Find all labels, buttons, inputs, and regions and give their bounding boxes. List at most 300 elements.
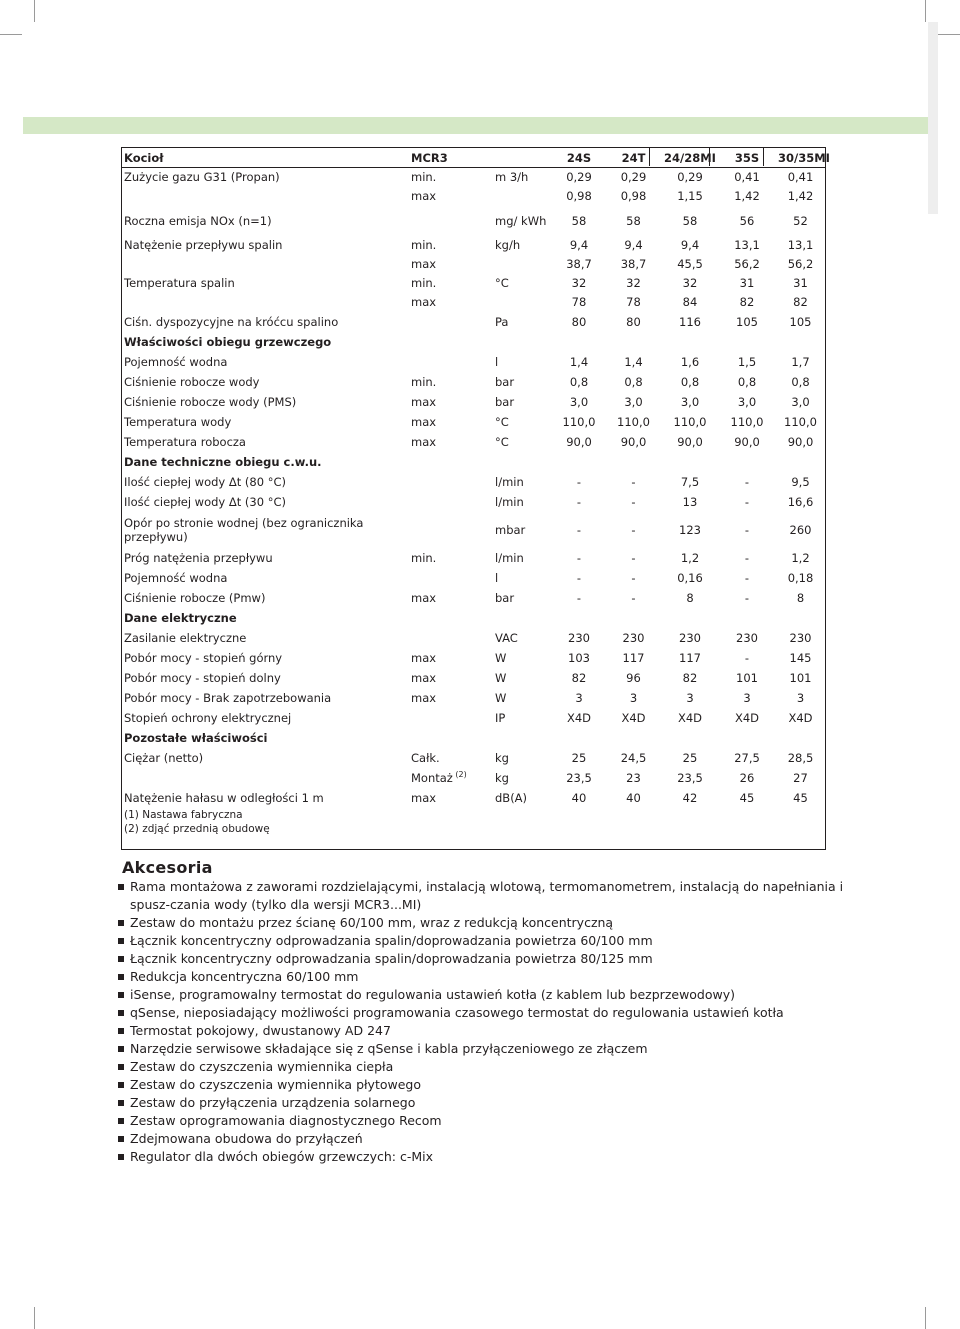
row-value: 80 [571, 314, 587, 329]
row-label: Stopień ochrony elektrycznej [124, 710, 292, 725]
accessory-item [118, 878, 858, 914]
accessory-item [118, 1076, 858, 1094]
row-label: Pobór mocy - Brak zapotrzebowania [124, 690, 332, 705]
table-row [121, 588, 826, 608]
table-row [121, 255, 826, 274]
row-label: Pojemność wodna [124, 354, 228, 369]
table-row [121, 392, 826, 412]
section-heading: Dane techniczne obiegu c.w.u. [124, 454, 322, 469]
table-row [121, 492, 826, 512]
row-value: 16,6 [787, 494, 814, 509]
row-value: 230 [622, 630, 645, 645]
row-unit: bar [495, 590, 515, 605]
row-qualifier: min. [411, 238, 437, 252]
table-row [121, 568, 826, 588]
row-qualifier: max [411, 414, 437, 429]
row-value: 96 [626, 670, 641, 685]
row-unit: l/min [495, 550, 524, 565]
row-value: X4D [621, 710, 646, 725]
row-qualifier [408, 472, 492, 492]
row-value: 58 [626, 213, 641, 228]
row-value: - [744, 474, 750, 489]
row-value: 80 [626, 314, 641, 329]
row-value: - [631, 522, 636, 537]
table-row [121, 768, 826, 788]
row-label: Pojemność wodna [124, 570, 228, 585]
row-value: 32 [626, 276, 641, 290]
table-row [121, 512, 826, 548]
row-unit: kg [495, 750, 509, 765]
header-green-band [23, 117, 937, 134]
row-value: 1,42 [787, 189, 814, 203]
row-value: 40 [626, 790, 641, 805]
row-value: 45 [793, 790, 808, 805]
row-value: 82 [793, 295, 808, 309]
row-unit [492, 255, 552, 274]
row-value: - [631, 474, 636, 489]
table-row [121, 412, 826, 432]
bullet-square-icon [118, 884, 124, 890]
row-value: 31 [739, 276, 755, 290]
row-label: Zużycie gazu G31 (Propan) [124, 170, 280, 185]
bullet-square-icon [118, 1064, 124, 1070]
row-value: 9,4 [624, 238, 643, 252]
row-value: 0,29 [620, 170, 647, 185]
bullet-square-icon [118, 992, 124, 998]
row-value: - [744, 590, 750, 605]
row-unit: kg [495, 770, 509, 785]
row-value: - [576, 550, 582, 565]
row-value: - [744, 570, 750, 585]
row-qualifier: max [411, 189, 437, 203]
row-value: 38,7 [566, 257, 592, 271]
row-unit [492, 293, 552, 312]
row-value: 32 [682, 276, 698, 290]
bullet-square-icon [118, 1046, 124, 1052]
row-value: 3 [796, 690, 805, 705]
row-value: 78 [626, 295, 641, 309]
row-value: 27 [793, 770, 808, 785]
row-unit: bar [495, 374, 515, 389]
row-unit: bar [495, 394, 515, 409]
accessory-text: Termostat pokojowy, dwustanowy AD 247 [130, 1023, 391, 1038]
row-value: 31 [793, 276, 808, 290]
row-qualifier: min. [411, 550, 437, 565]
row-value: 3,0 [569, 394, 589, 409]
row-value: 0,29 [677, 170, 703, 185]
row-value: 78 [571, 295, 587, 309]
row-value: 28,5 [787, 750, 814, 765]
accessory-text: Zestaw do przyłączenia urządzenia solarnego [130, 1095, 416, 1110]
row-value: - [631, 590, 636, 605]
row-value: 90,0 [566, 434, 592, 449]
row-value: 9,4 [680, 238, 700, 252]
accessory-text: Rama montażowa z zaworami rozdzielającymi, instalacją wlotową, termomanometrem, instalacją do napełniania i spusz-czania wody (tylko dla wersji MCR3...MI) [130, 879, 844, 912]
row-unit: l [495, 570, 499, 585]
accessory-text: Regulator dla dwóch obiegów grzewczych: c-Mix [130, 1149, 434, 1164]
accessory-item [118, 1094, 858, 1112]
row-value: 0,8 [680, 374, 700, 389]
row-value: 13,1 [787, 238, 814, 252]
row-label: Roczna emisja NOx (n=1) [124, 213, 272, 228]
footnote: (1) Nastawa fabryczna [124, 808, 243, 821]
row-qualifier: Całk. [411, 750, 440, 765]
row-value: 1,4 [569, 354, 589, 369]
row-label: Temperatura wody [124, 414, 232, 429]
bullet-square-icon [118, 956, 124, 962]
header-variant: 24/28MI [661, 148, 719, 168]
bullet-square-icon [118, 1118, 124, 1124]
table-row [121, 312, 826, 332]
row-value: 110,0 [673, 414, 707, 429]
accessory-item [118, 950, 858, 968]
row-qualifier [408, 628, 492, 648]
row-label: Natężenie przepływu spalin [124, 238, 283, 252]
row-label: Próg natężenia przepływu [124, 550, 273, 565]
row-value: - [631, 494, 636, 509]
section-other [121, 728, 826, 748]
row-value: X4D [677, 710, 703, 725]
row-label [121, 768, 408, 788]
row-qualifier: min. [411, 276, 437, 290]
row-value: 90,0 [734, 434, 760, 449]
accessory-text: qSense, nieposiadający możliwości programowania czasowego termostat do regulowania ustawień kotła [130, 1005, 784, 1020]
table-row [121, 648, 826, 668]
accessory-item [118, 914, 858, 932]
row-value: 1,2 [680, 550, 700, 565]
row-value: 0,41 [734, 170, 760, 185]
row-value: 25 [571, 750, 587, 765]
row-label: Opór po stronie wodnej (bez ogranicznika przepływu) [124, 515, 364, 544]
header-label: Kocioł [121, 148, 408, 168]
row-value: 0,8 [737, 374, 757, 389]
row-qualifier: max [411, 295, 437, 309]
accessory-item [118, 1004, 858, 1022]
row-qualifier [408, 352, 492, 372]
row-value: 1,4 [624, 354, 643, 369]
row-value: 3 [686, 690, 694, 705]
accessory-text: iSense, programowalny termostat do regulowania ustawień kotła (z kablem lub bezprzewodowy) [130, 987, 736, 1002]
row-value: 1,6 [680, 354, 700, 369]
row-value: 9,4 [569, 238, 589, 252]
row-value: 24,5 [620, 750, 647, 765]
row-value: 260 [789, 522, 812, 537]
row-label: Ciśn. dyspozycyjne na króćcu spalino [124, 314, 339, 329]
header-variant: 24T [606, 148, 661, 168]
section-heading: Właściwości obiegu grzewczego [124, 334, 332, 349]
bullet-square-icon [118, 920, 124, 926]
accessory-item [118, 986, 858, 1004]
crop-mark-top-right [925, 0, 926, 22]
row-value: 0,98 [566, 189, 592, 203]
section-heading: Dane elektryczne [124, 610, 237, 625]
row-value: 56,2 [787, 257, 814, 271]
row-qualifier: max [411, 590, 437, 605]
row-value: 90,0 [787, 434, 814, 449]
row-value: 110,0 [784, 414, 817, 429]
table-row [121, 432, 826, 452]
row-value: - [744, 650, 750, 665]
header-variant: 30/35MI [775, 148, 826, 168]
row-value: 0,29 [566, 170, 592, 185]
row-value: 1,42 [734, 189, 760, 203]
accessory-text: Zdejmowana obudowa do przyłączeń [130, 1131, 363, 1146]
table-row [121, 548, 826, 568]
accessory-text: Zestaw oprogramowania diagnostycznego Recom [130, 1113, 442, 1128]
row-value: 3,0 [791, 394, 810, 409]
row-value: - [631, 550, 636, 565]
row-value: 23,5 [677, 770, 703, 785]
section-electrical [121, 608, 826, 628]
row-value: 116 [679, 314, 701, 329]
row-value: 9,5 [791, 474, 810, 489]
row-value: 101 [789, 670, 812, 685]
row-value: - [744, 522, 750, 537]
section-heading: Pozostałe właściwości [124, 730, 268, 745]
row-label: Ciężar (netto) [124, 750, 204, 765]
row-value: 0,16 [677, 570, 703, 585]
row-unit: m 3/h [495, 170, 529, 185]
row-qualifier: max [411, 670, 437, 685]
row-value: 8 [796, 590, 805, 605]
row-value: 0,8 [624, 374, 643, 389]
bullet-square-icon [118, 938, 124, 944]
row-value: - [576, 570, 582, 585]
table-row [121, 708, 826, 728]
table-row [121, 274, 826, 293]
row-unit: l [495, 354, 499, 369]
row-label: Ilość ciepłej wody Δt (80 °C) [124, 474, 286, 489]
row-label: Pobór mocy - stopień górny [124, 650, 283, 665]
table-row [121, 206, 826, 236]
row-value: - [631, 570, 636, 585]
row-value: 90,0 [620, 434, 647, 449]
row-value: 230 [568, 630, 590, 645]
crop-mark-bottom-right [925, 1307, 926, 1329]
side-strip [928, 22, 938, 214]
row-unit [492, 187, 552, 206]
accessories-title: Akcesoria [122, 858, 213, 877]
row-value: 123 [679, 522, 701, 537]
row-label: Temperatura spalin [124, 276, 235, 290]
row-unit: °C [495, 434, 509, 449]
table-row [121, 372, 826, 392]
footnote-ref: (2) [452, 769, 467, 779]
row-value: 25 [682, 750, 698, 765]
row-value: 42 [682, 790, 698, 805]
row-value: 110,0 [730, 414, 764, 429]
row-unit: Pa [495, 314, 509, 329]
row-label: Zasilanie elektryczne [124, 630, 247, 645]
table-row [121, 352, 826, 372]
accessory-item [118, 932, 858, 950]
table-header-row [121, 148, 826, 168]
row-value: 45 [739, 790, 755, 805]
row-value: X4D [566, 710, 592, 725]
row-qualifier: max [411, 394, 437, 409]
row-qualifier: Montaż $^{(2)}$ [411, 769, 467, 785]
row-label: Natężenie hałasu w odległości 1 m [124, 790, 324, 805]
row-value: 58 [682, 213, 698, 228]
row-value: - [576, 494, 582, 509]
accessory-text: Zestaw do montażu przez ścianę 60/100 mm, wraz z redukcją koncentryczną [130, 915, 614, 930]
row-value: 0,8 [569, 374, 589, 389]
table-row [121, 293, 826, 312]
accessory-text: Redukcja koncentryczna 60/100 mm [130, 969, 359, 984]
row-unit: mbar [495, 522, 526, 537]
row-qualifier [408, 568, 492, 588]
row-value: 101 [736, 670, 758, 685]
crop-mark-top-left [34, 0, 35, 22]
table-row [121, 168, 826, 187]
row-value: 1,7 [791, 354, 810, 369]
accessory-item [118, 1040, 858, 1058]
row-value: 27,5 [734, 750, 760, 765]
crop-mark-top-right-h [938, 34, 960, 35]
row-value: 58 [571, 213, 587, 228]
crop-mark-bottom-left [34, 1307, 35, 1329]
row-value: 105 [789, 314, 812, 329]
bullet-square-icon [118, 1136, 124, 1142]
row-value: 103 [568, 650, 590, 665]
footnote-row [121, 808, 826, 822]
accessory-text: Łącznik koncentryczny odprowadzania spalin/doprowadzania powietrza 80/125 mm [130, 951, 653, 966]
row-unit: °C [495, 414, 509, 429]
accessory-item [118, 1130, 858, 1148]
row-label [121, 293, 408, 312]
row-value: 3,0 [680, 394, 700, 409]
row-value: 3 [629, 690, 638, 705]
row-value: 56,2 [734, 257, 760, 271]
row-value: 23,5 [566, 770, 592, 785]
accessory-item [118, 1148, 858, 1166]
row-value: - [576, 474, 582, 489]
row-unit: IP [495, 710, 506, 725]
row-value: 23 [626, 770, 641, 785]
row-value: 0,98 [620, 189, 647, 203]
table-row [121, 788, 826, 808]
row-unit: l/min [495, 494, 524, 509]
row-value: 32 [571, 276, 587, 290]
accessories-list [118, 878, 858, 1166]
row-label [121, 187, 408, 206]
row-qualifier: max [411, 257, 437, 271]
row-value: 110,0 [562, 414, 596, 429]
row-label: Ciśnienie robocze wody (PMS) [124, 394, 297, 409]
row-value: 7,5 [680, 474, 700, 489]
row-unit: W [495, 650, 507, 665]
row-value: 56 [739, 213, 755, 228]
row-qualifier: max [411, 434, 437, 449]
row-qualifier: max [411, 690, 437, 705]
header-variant: 24S [552, 148, 606, 168]
row-value: 45,5 [677, 257, 703, 271]
bullet-square-icon [118, 1100, 124, 1106]
bullet-square-icon [118, 1028, 124, 1034]
row-value: 0,18 [787, 570, 814, 585]
row-label: Ilość ciepłej wody Δt (30 °C) [124, 494, 286, 509]
table-row [121, 628, 826, 648]
row-value: 117 [679, 650, 701, 665]
row-label: Ciśnienie robocze wody [124, 374, 260, 389]
row-value: 230 [679, 630, 701, 645]
row-value: 1,15 [677, 189, 703, 203]
row-value: 82 [682, 670, 698, 685]
row-value: 13 [682, 494, 698, 509]
row-unit: W [495, 670, 507, 685]
row-value: 82 [739, 295, 755, 309]
table-row [121, 472, 826, 492]
row-value: 40 [571, 790, 587, 805]
row-value: 3 [743, 690, 751, 705]
row-value: 110,0 [617, 414, 650, 429]
row-value: 3,0 [737, 394, 757, 409]
row-value: X4D [788, 710, 813, 725]
row-unit: dB(A) [495, 790, 528, 805]
row-value: 82 [571, 670, 587, 685]
row-value: 145 [789, 650, 812, 665]
table-row [121, 688, 826, 708]
row-unit: kg/h [495, 238, 521, 252]
row-value: X4D [734, 710, 760, 725]
row-value: 3,0 [624, 394, 643, 409]
row-qualifier [408, 708, 492, 728]
row-value: 3 [575, 690, 583, 705]
bullet-square-icon [118, 1154, 124, 1160]
accessory-text: Zestaw do czyszczenia wymiennika płytowego [130, 1077, 421, 1092]
table-row [121, 668, 826, 688]
row-label: Temperatura robocza [124, 434, 246, 449]
header-variant: 35S [719, 148, 775, 168]
row-value: - [744, 494, 750, 509]
bullet-square-icon [118, 974, 124, 980]
section-heating [121, 332, 826, 352]
row-qualifier: max [411, 650, 437, 665]
bullet-square-icon [118, 1082, 124, 1088]
table-row [121, 748, 826, 768]
row-unit: VAC [495, 630, 518, 645]
crop-mark-top-left-h [0, 34, 22, 35]
row-value: - [576, 522, 582, 537]
row-value: 26 [739, 770, 755, 785]
row-value: 90,0 [677, 434, 703, 449]
accessory-item [118, 1022, 858, 1040]
row-unit: mg/ kWh [495, 213, 547, 228]
row-label [121, 255, 408, 274]
row-value: 1,5 [737, 354, 757, 369]
accessory-text: Łącznik koncentryczny odprowadzania spalin/doprowadzania powietrza 60/100 mm [130, 933, 653, 948]
footnote-row [121, 822, 826, 836]
header-model: MCR3 [408, 148, 552, 168]
table-row [121, 236, 826, 255]
footnote: (2) zdjąć przednią obudowę [124, 822, 270, 835]
row-label: Pobór mocy - stopień dolny [124, 670, 281, 685]
accessory-item [118, 1058, 858, 1076]
row-unit: °C [495, 276, 509, 290]
row-qualifier [408, 206, 492, 236]
row-unit: l/min [495, 474, 524, 489]
row-value: - [744, 550, 750, 565]
row-label: Ciśnienie robocze (Pmw) [124, 590, 266, 605]
row-qualifier: max [411, 790, 437, 805]
row-qualifier: min. [411, 170, 437, 185]
row-value: - [576, 590, 582, 605]
row-value: 230 [789, 630, 812, 645]
row-value: 84 [682, 295, 698, 309]
row-value: 13,1 [734, 238, 760, 252]
row-value: 117 [622, 650, 645, 665]
row-value: 8 [686, 590, 694, 605]
